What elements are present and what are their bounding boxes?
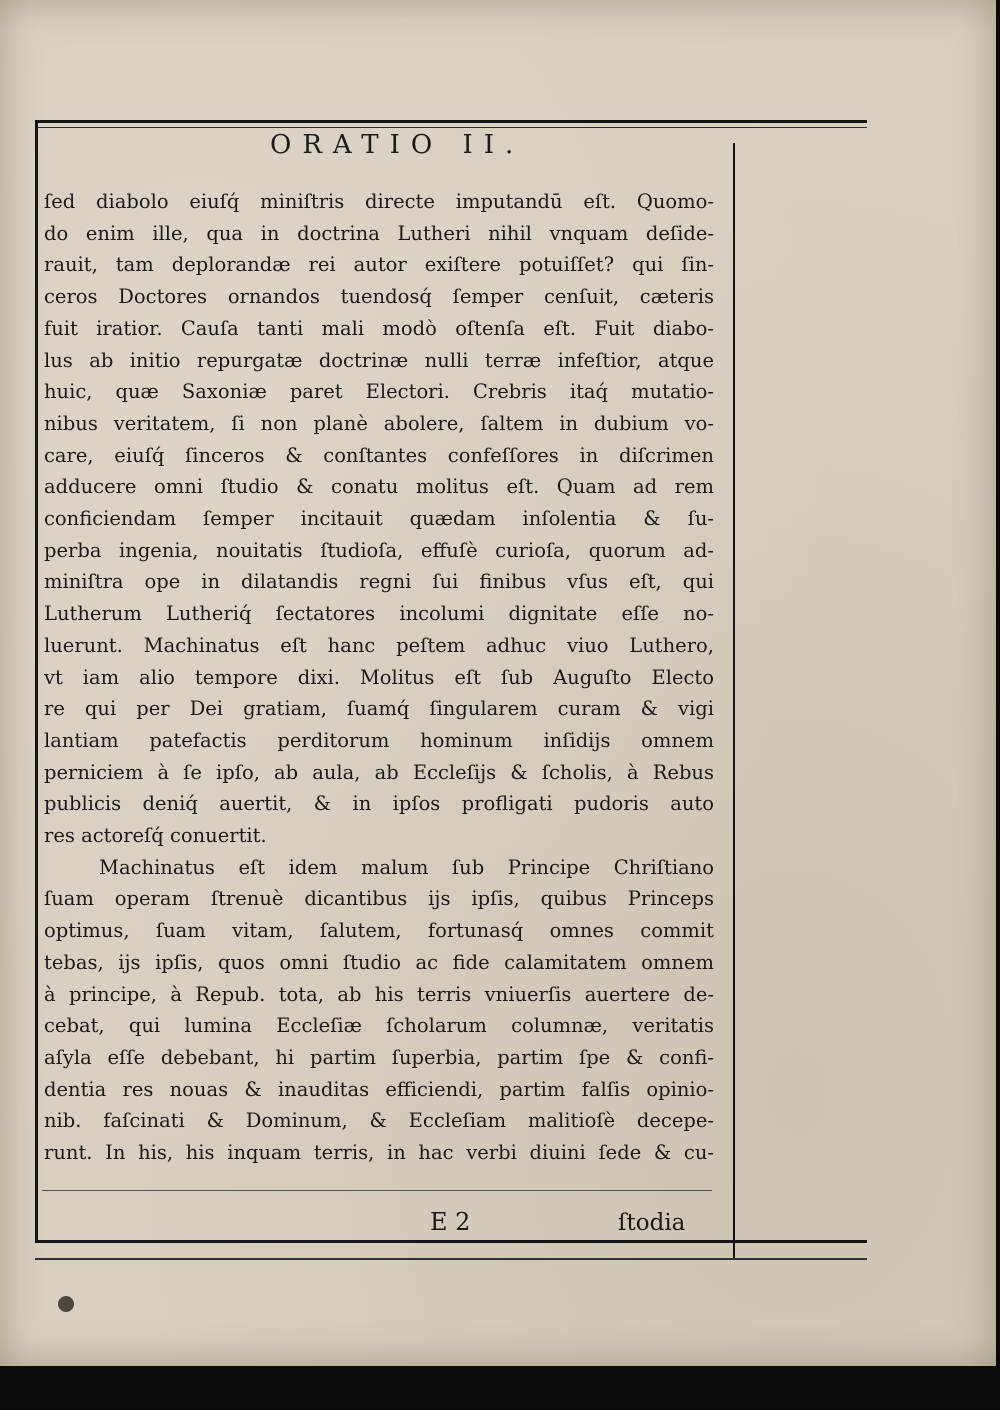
text-line: re qui per Dei gratiam, ſuamq́ ſingularem curam & vigi xyxy=(44,697,714,721)
text-line: fuit iratior. Cauſa tanti mali modò oſtenſa eſt. Fuit diabo- xyxy=(44,316,714,340)
text-line: ſuam operam ſtrenuè dicantibus ijs ipſis, quibus Princeps xyxy=(44,887,714,911)
text-line: lus ab initio repurgatæ doctrinæ nulli terræ infeſtior, atque xyxy=(44,348,714,372)
frame-rule-top-thin xyxy=(35,127,867,128)
text-block-underline xyxy=(42,1190,712,1191)
text-line: huic, quæ Saxoniæ paret Electori. Crebris itaq́ mutatio- xyxy=(44,380,714,404)
frame-rule-top xyxy=(35,120,867,123)
text-line: optimus, ſuam vitam, ſalutem, fortunasq́ omnes commit xyxy=(44,919,714,943)
text-line: rauit, tam deplorandæ rei autor exiſtere potuiſſet? qui ſin- xyxy=(44,253,714,277)
text-line: dentia res nouas & inauditas efficiendi, partim falſis opinio- xyxy=(44,1077,714,1101)
text-line: vt iam alio tempore dixi. Molitus eſt ſub Auguſto Electo xyxy=(44,665,714,689)
text-line: publicis deniq́ auertit, & in ipſos profligati pudoris auto xyxy=(44,792,714,816)
body-text xyxy=(44,186,714,1169)
text-line: ceros Doctores ornandos tuendosq́ ſemper cenſuit, cæteris xyxy=(44,285,714,309)
frame-rule-left xyxy=(35,120,38,1242)
text-line-paragraph-start: Machinatus eſt idem malum ſub Principe Chriſtiano xyxy=(99,855,714,879)
text-line: perba ingenia, nouitatis ſtudioſa, effuſè curioſa, quorum ad- xyxy=(44,538,714,562)
text-line: nib. faſcinati & Dominum, & Eccleſiam malitioſè decepe- xyxy=(44,1109,714,1133)
signature-mark: E 2 xyxy=(430,1208,471,1236)
text-line: perniciem à ſe ipſo, ab aula, ab Eccleſijs & ſcholis, à Rebus xyxy=(44,760,714,784)
frame-rule-bottom xyxy=(35,1240,867,1243)
text-line: tebas, ijs ipſis, quos omni ſtudio ac fide calamitatem omnem xyxy=(44,950,714,974)
running-head: ORATIO II. xyxy=(270,130,525,160)
text-line: Lutherum Lutheriq́ ſectatores incolumi dignitate eſſe no- xyxy=(44,602,714,626)
text-line: ſed diabolo eiuſq́ miniſtris directe imputandū eſt. Quomo- xyxy=(44,190,714,213)
text-line: miniſtra ope in dilatandis regni ſui finibus vſus eſt, qui xyxy=(44,570,714,594)
catchword: ſtodia xyxy=(618,1210,686,1236)
text-line: res actoreſq́ conuertit. xyxy=(44,824,267,848)
text-line: runt. In his, his inquam terris, in hac verbi diuini ſede & cu- xyxy=(44,1141,714,1165)
text-line: lantiam patefactis perditorum hominum inſidijs omnem xyxy=(44,728,714,752)
text-line: conficiendam ſemper incitauit quædam inſolentia & ſu- xyxy=(44,507,714,531)
text-line: adducere omni ſtudio & conatu molitus eſt. Quam ad rem xyxy=(44,475,714,499)
text-line: cebat, qui lumina Eccleſiæ ſcholarum columnæ, veritatis xyxy=(44,1014,714,1038)
text-line: aſyla eſſe debebant, hi partim ſuperbia, partim ſpe & confi- xyxy=(44,1045,714,1069)
ink-stain xyxy=(58,1296,74,1312)
text-line: nibus veritatem, ſi non planè abolere, ſaltem in dubium vo- xyxy=(44,411,714,435)
frame-rule-right xyxy=(733,143,735,1258)
text-line: do enim ille, qua in doctrina Lutheri nihil vnquam deſide- xyxy=(44,221,714,245)
text-line: luerunt. Machinatus eſt hanc peſtem adhuc viuo Luthero, xyxy=(44,633,714,657)
text-line: à principe, à Repub. tota, ab his terris vniuerſis auertere de- xyxy=(44,982,714,1006)
text-line: care, eiuſq́ ſinceros & conſtantes confeſſores in diſcrimen xyxy=(44,443,714,467)
frame-rule-bottom-thin xyxy=(35,1258,867,1260)
